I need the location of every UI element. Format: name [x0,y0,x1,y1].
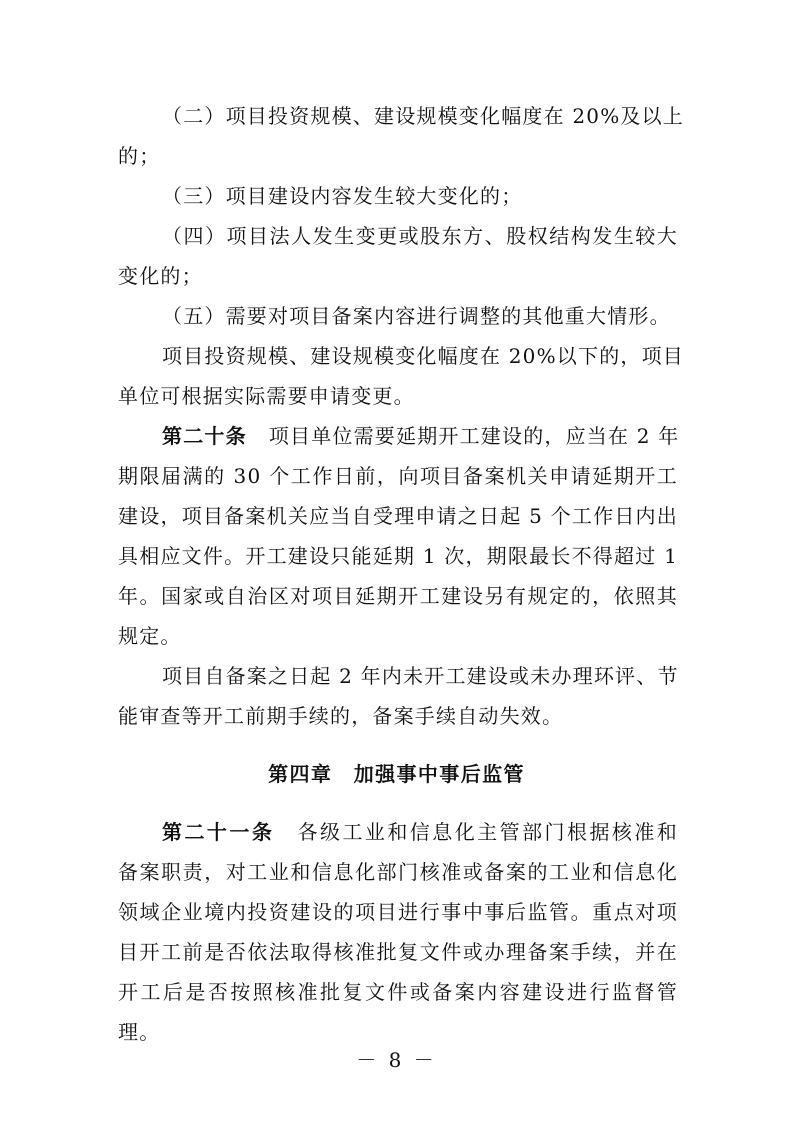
text-line: 项目投资规模、建设规模变化幅度在 20%以下的，项目 [162,344,685,368]
text-line: 期限届满的 30 个工作日前，向项目备案机关申请延期开工 [118,464,678,488]
text-line: 建设，项目备案机关应当自受理申请之日起 5 个工作日内出 [118,504,678,528]
text-line: 项目单位需要延期开工建设的，应当在 2 年 [268,424,680,448]
text-line: 各级工业和信息化主管部门根据核准和 [296,820,679,844]
text-line: 目开工前是否依法取得核准批复文件或办理备案手续，并在 [118,940,678,964]
text-line: （五）需要对项目备案内容进行调整的其他重大情形。 [162,304,671,328]
article-21-heading: 第二十一条 [162,820,275,844]
text-line: 备案职责，对工业和信息化部门核准或备案的工业和信息化 [118,860,678,884]
article-20-heading: 第二十条 [162,424,247,448]
article-20-first-line [162,422,678,451]
text-line: （二）项目投资规模、建设规模变化幅度在 20%及以上 [162,104,685,128]
text-line: 理。 [118,1020,161,1044]
page-number: － 8 － [356,1048,437,1072]
text-line: 规定。 [118,624,182,648]
text-line: （四）项目法人发生变更或股东方、股权结构发生较大 [162,224,678,248]
text-line: （三）项目建设内容发生较大变化的； [162,184,523,208]
article-21-first-line [162,818,678,847]
text-line: 年。国家或自治区对项目延期开工建设另有规定的，依照其 [118,584,678,608]
text-line: 领域企业境内投资建设的项目进行事中事后监管。重点对项 [118,900,678,924]
chapter-title: 第四章 加强事中事后监管 [268,762,525,786]
text-line: 能审查等开工前期手续的，备案手续自动失效。 [118,704,564,728]
text-line: 项目自备案之日起 2 年内未开工建设或未办理环评、节 [162,664,679,688]
text-line: 变化的； [118,264,203,288]
text-line: 单位可根据实际需要申请变更。 [118,384,415,408]
text-line: 的； [118,144,161,168]
text-line: 开工后是否按照核准批复文件或备案内容建设进行监督管 [118,980,678,1004]
text-line: 具相应文件。开工建设只能延期 1 次，期限最长不得超过 1 [118,544,678,568]
